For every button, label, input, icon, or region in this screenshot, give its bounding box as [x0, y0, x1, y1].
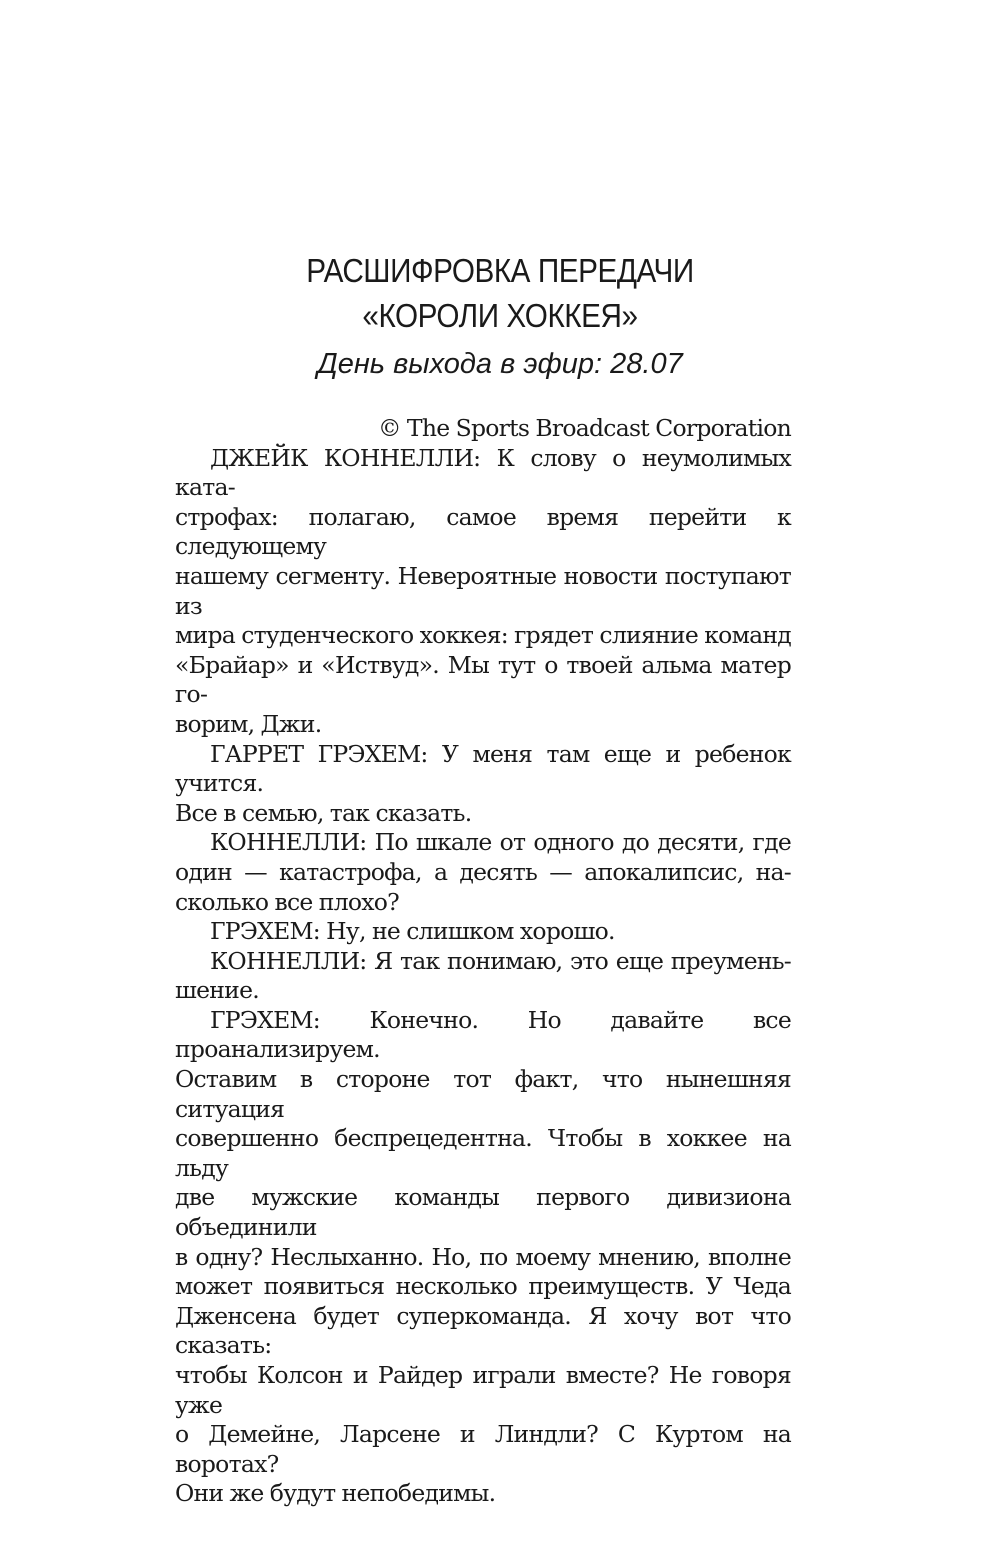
text-line: один — катастрофа, а десять — апокалипсис, на- — [175, 857, 791, 886]
transcript-paragraph — [175, 1006, 791, 1509]
transcript-paragraph — [175, 947, 791, 1006]
text-line: шение. — [175, 976, 259, 1005]
text-line: КОННЕЛЛИ: Я так понимаю, это еще преумень- — [210, 946, 791, 975]
text-line: ворим, Джи. — [175, 709, 322, 738]
transcript-paragraph — [175, 828, 791, 917]
text-line: Все в семью, так сказать. — [175, 798, 472, 827]
air-date: День выхода в эфир: 28.07 — [317, 348, 683, 380]
text-line: может появиться несколько преимуществ. У Чеда — [175, 1272, 791, 1301]
text-line: о Демейне, Ларсене и Линдли? С Куртом на воротах? — [175, 1420, 791, 1478]
text-line: мира студенческого хоккея: грядет слияние команд — [175, 621, 791, 650]
text-line: строфах: полагаю, самое время перейти к следующему — [175, 502, 791, 561]
text-line: в одну? Неслыханно. Но, по моему мнению, вполне — [175, 1242, 791, 1271]
text-line: две мужские команды первого дивизиона объединили — [175, 1183, 791, 1242]
text-line: совершенно беспрецедентна. Чтобы в хоккее на льду — [175, 1124, 791, 1182]
text-line: ДЖЕЙК КОННЕЛЛИ: К слову о неумолимых ката- — [175, 443, 791, 502]
transcript-paragraph — [175, 740, 791, 829]
title-line-1: РАСШИФРОВКА ПЕРЕДАЧИ — [306, 252, 694, 289]
text-line: Дженсена будет суперкоманда. Я хочу вот что сказать: — [175, 1301, 791, 1360]
text-line: нашему сегменту. Невероятные новости поступают из — [175, 561, 791, 620]
text-line: КОННЕЛЛИ: По шкале от одного до десяти, где — [210, 828, 791, 857]
text-line: «Брайар» и «Иствуд». Мы тут о твоей альма матер го- — [175, 650, 791, 709]
text-line: чтобы Колсон и Райдер играли вместе? Не говоря уже — [175, 1361, 791, 1419]
text-line: ГАРРЕТ ГРЭХЕМ: У меня там еще и ребенок учится. — [175, 739, 791, 798]
transcript-paragraph — [175, 444, 791, 740]
text-line: сколько все плохо? — [175, 887, 400, 916]
title-line-2: «КОРОЛИ ХОККЕЯ» — [362, 297, 638, 334]
text-line: Они же будут непобедимы. — [175, 1479, 496, 1508]
transcript-paragraph — [175, 917, 791, 947]
transcript-title — [50, 248, 950, 338]
transcript-body — [175, 414, 791, 1509]
copyright-notice: © The Sports Broadcast Corporation — [377, 414, 791, 442]
text-line: ГРЭХЕМ: Ну, не слишком хорошо. — [210, 917, 615, 946]
transcript-paragraphs — [175, 444, 791, 1509]
text-line: ГРЭХЕМ: Конечно. Но давайте все проанализируем. — [175, 1005, 791, 1064]
text-line: Оставим в стороне тот факт, что нынешняя ситуация — [175, 1065, 791, 1123]
